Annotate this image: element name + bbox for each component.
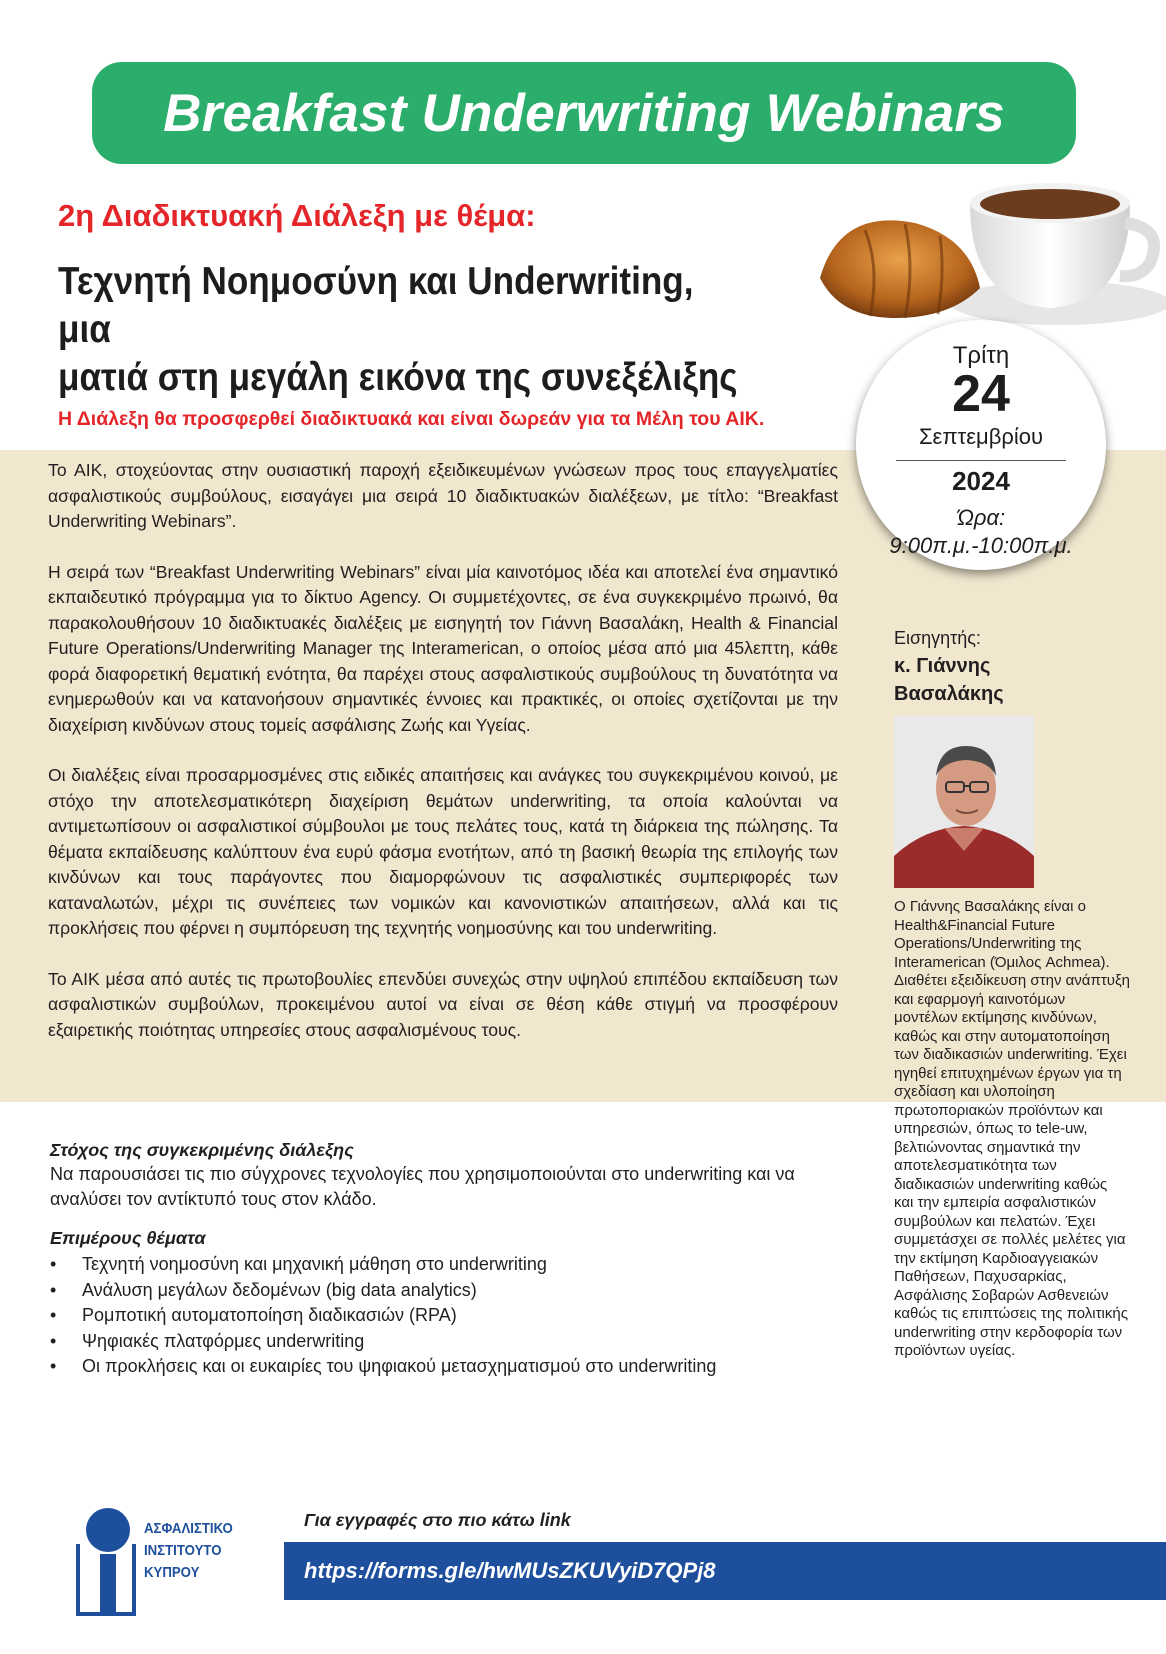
- paragraph-series: Η σειρά των “Breakfast Underwriting Webinars” είναι μία καινοτόμος ιδέα και αποτελεί ένα σημαντικό εκπαιδευτικό πρόγραμμα για το δίκτυο Agency. Οι συμμετέχοντες, σε ένα συγκεκριμένο πρωινό, θα παρακολουθήσουν 10 διαδικτυακές διαλέξεις με εισηγητή τον Γιάννη Βασαλάκη, Health & Financial Future Operations/Underwriting Manager της Interamerican, ο οποίος μέσα από μια 45λεπτη, κάθε φορά διαφορετική θεματική ενότητα, θα παρέχει στους ασφαλιστικούς συμβούλους τη δυνατότητα να ενημερωθούν και να κατανοήσουν σημαντικές έννοιες και πρακτικές, οι οποίες σχετίζονται με την διαχείριση κινδύνων στους τομείς ασφάλισης Ζωής και Υγείας.: [48, 561, 838, 735]
- list-item: • Οι προκλήσεις και οι ευκαιρίες του ψηφιακού μετασχηματισμού στο underwriting: [50, 1354, 850, 1380]
- bullet-icon: •: [50, 1330, 57, 1351]
- goal-heading: Στόχος της συγκεκριμένης διάλεξης: [50, 1140, 354, 1160]
- paragraph-intro: Το ΑΙΚ, στοχεύοντας στην ουσιαστική παροχή εξειδικευμένων γνώσεων προς τους επαγγελματίες ασφαλιστικούς συμβούλους, εισαγάγει μια σειρά 10 διαδικτυακών διαλέξεων, με τίτλο: “Breakfast Underwriting Webinars”.: [48, 460, 838, 531]
- date-divider: [896, 460, 1066, 461]
- lecture-topic: [58, 258, 742, 402]
- logo-icon: [70, 1504, 140, 1622]
- free-access-note: Η Διάλεξη θα προσφερθεί διαδικτυακά και είναι δωρεάν για τα Μέλη του ΑΙΚ.: [58, 408, 765, 430]
- event-time: 9:00π.μ.-10:00π.μ.: [889, 533, 1073, 558]
- speaker-name-line2: Βασαλάκης: [894, 683, 1004, 705]
- description-text: [48, 458, 838, 1068]
- list-item: • Ψηφιακές πλατφόρμες underwriting: [50, 1329, 850, 1355]
- croissant-icon: [820, 220, 980, 318]
- lecture-topic-line1: Τεχνητή Νοημοσύνη και Underwriting, μια: [58, 260, 694, 351]
- bullet-icon: •: [50, 1305, 57, 1325]
- bullet-icon: •: [50, 1356, 57, 1376]
- speaker-bio: Ο Γιάννης Βασαλάκης είναι ο Health&Financial Future Operations/Underwriting της Interamerican (Όμιλος Achmea). Διαθέτει εξειδίκευση στην ανάπτυξη και εφαρμογή καινοτόμων μοντέλων εκτίμησης κινδύνων, καθώς και στην αυτοματοποίηση των διαδικασιών underwriting. Έχει ηγηθεί επιτυχημένων έργων για τη σχεδίαση και υλοποίηση πρωτοποριακών προϊόντων και υπηρεσιών, όπως το tele-uw, βελτιώνοντας σημαντικά την αποτελεσματικότητα των διαδικασιών underwriting καθώς και την εμπειρία ασφαλιστικών συμβούλων και πελατών. Έχει συμμετάσχει σε πολλές μελέτες για την εκτίμηση Καρδιοαγγειακών Παθήσεων, Παχυσαρκίας, Ασφάλισης Σοβαρών Ασθενειών καθώς τις επιπτώσεις της πολιτικής underwriting στην κερδοφορία των προϊόντων υγείας.: [894, 898, 1131, 1359]
- registration-label: Για εγγραφές στο πιο κάτω link: [304, 1510, 571, 1530]
- speaker-photo: [894, 716, 1034, 888]
- event-day: Τρίτη: [952, 342, 1010, 369]
- page-title: Breakfast Underwriting Webinars: [163, 83, 1005, 143]
- registration-link[interactable]: https://forms.gle/hwMUsZKUVyiD7QPj8: [304, 1558, 716, 1583]
- breakfast-illustration: [820, 168, 1166, 338]
- logo-text: ΑΣΦΑΛΙΣΤΙΚΟ ΙΝΣΤΙΤΟΥΤΟ ΚΥΠΡΟΥ: [144, 1520, 233, 1581]
- topics-list: [50, 1252, 850, 1380]
- event-date-number: 24: [952, 365, 1010, 423]
- bullet-icon: •: [50, 1254, 57, 1274]
- goal-text: Να παρουσιάσει τις πιο σύγχρονες τεχνολογίες που χρησιμοποιούνται στο underwriting και να αναλύσει τον αντίκτυπό τους στον κλάδο.: [50, 1164, 795, 1209]
- paragraph-investment: Το ΑΙΚ μέσα από αυτές τις πρωτοβουλίες επενδύει συνεχώς στην υψηλού επιπέδου εκπαίδευση των ασφαλιστικών συμβούλων, προκειμένου αυτοί να είναι σε θέση κάθε στιγμή να προσφέρουν εξαιρετικής ποιότητας υπηρεσίες στους ασφαλισμένους τους.: [48, 968, 838, 1040]
- speaker-name: [894, 652, 1004, 708]
- list-item: • Ρομποτική αυτοματοποίηση διαδικασιών (RPA): [50, 1303, 850, 1329]
- paragraph-content: Οι διαλέξεις είναι προσαρμοσμένες στις ειδικές απαιτήσεις και ανάγκες του συγκεκριμένου κοινού, με στόχο την αποτελεσματικότερη διαχείριση θεμάτων underwriting, τα οποία καλούνται να αντιμετωπίσουν οι ασφαλιστικοί σύμβουλοι με τους πελάτες τους, κατά τη διάρκεια της πώλησης. Τα θέματα εκπαίδευσης καλύπτουν ένα ευρύ φάσμα ενοτήτων, από τη βασική θεωρία της επιλογής των κινδύνων και τους παράγοντες που διαμορφώνουν τις ασφαλιστικές συμπεριφορές των καταναλωτών, μέχρι τις συνέπειες των νομικών και κανονιστικών απαιτήσεων, αλλά και τις προκλήσεις που φέρνει η συμπόρευση της τεχνητής νοημοσύνης και του underwriting.: [48, 765, 838, 938]
- speaker-label: Εισηγητής:: [894, 628, 981, 648]
- header-banner: [92, 62, 1076, 164]
- event-year: 2024: [952, 466, 1010, 496]
- topics-heading: Επιμέρους θέματα: [50, 1228, 206, 1248]
- speaker-name-line1: κ. Γιάννης: [894, 655, 991, 677]
- registration-link-bar[interactable]: [284, 1542, 1166, 1600]
- event-month: Σεπτεμβρίου: [918, 424, 1044, 449]
- list-item: • Ανάλυση μεγάλων δεδομένων (big data analytics): [50, 1278, 850, 1304]
- lecture-topic-line2: ματιά στη μεγάλη εικόνα της συνεξέλιξης: [58, 356, 738, 399]
- institute-logo: [70, 1504, 250, 1622]
- event-time-label: Ώρα:: [956, 505, 1006, 530]
- bullet-icon: •: [50, 1279, 57, 1300]
- lecture-label: 2η Διαδικτυακή Διάλεξη με θέμα:: [58, 198, 536, 233]
- list-item: • Τεχνητή νοημοσύνη και μηχανική μάθηση στο underwriting: [50, 1252, 850, 1278]
- date-badge: [856, 320, 1106, 570]
